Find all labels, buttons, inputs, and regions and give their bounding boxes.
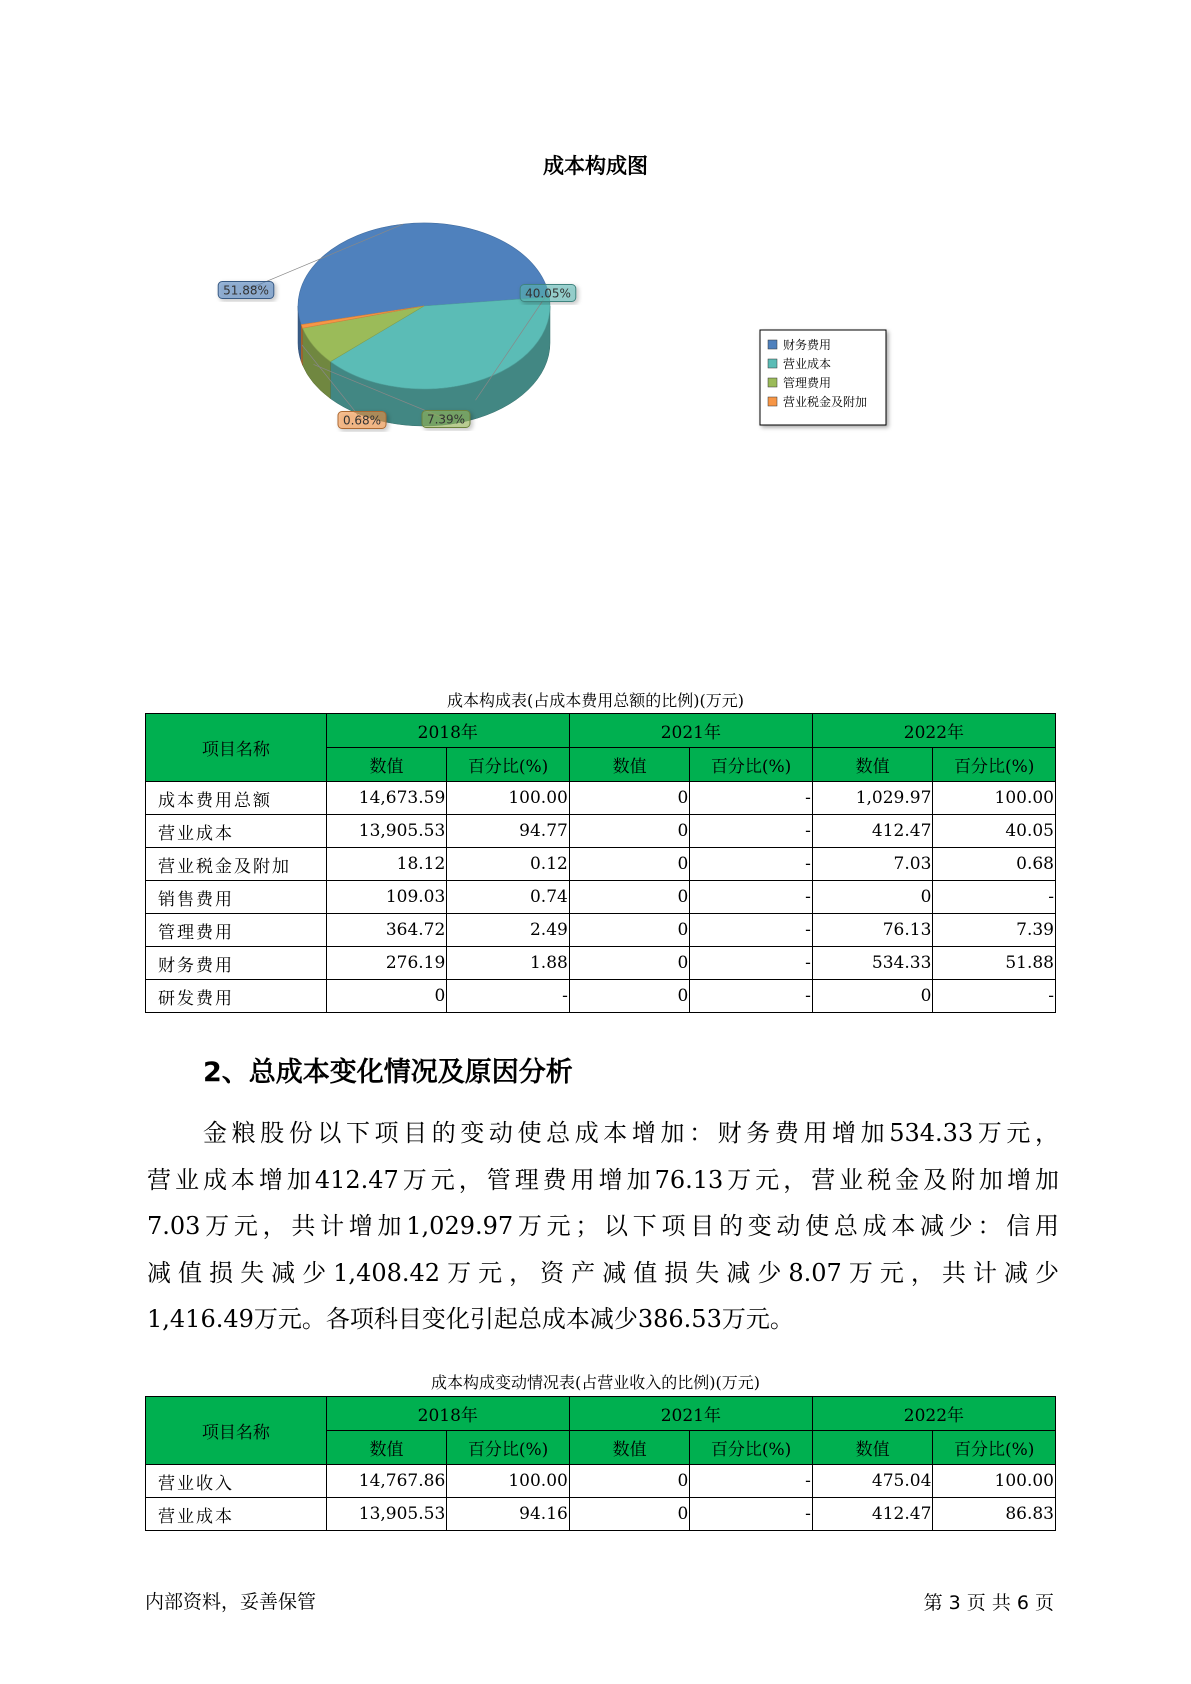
header-sub: 数值 bbox=[812, 748, 933, 782]
header-sub: 百分比(%) bbox=[447, 1431, 570, 1465]
chart-legend bbox=[760, 330, 886, 425]
table-cell: 94.77 bbox=[447, 815, 570, 848]
table-cell: 100.00 bbox=[447, 1465, 570, 1498]
data-label: 40.05% bbox=[525, 286, 571, 301]
paragraph-line: 金粮股份以下项目的变动使总成本增加：财务费用增加534.33万元， bbox=[203, 1119, 1059, 1147]
header-item-name: 项目名称 bbox=[146, 1397, 327, 1465]
header-item-name: 项目名称 bbox=[146, 714, 327, 782]
row-label: 研发费用 bbox=[146, 980, 327, 1013]
table-cell: 0.74 bbox=[447, 881, 570, 914]
table-cell: 0.68 bbox=[933, 848, 1056, 881]
data-label: 51.88% bbox=[223, 283, 269, 298]
paragraph-line: 1,416.49万元。各项科目变化引起总成本减少386.53万元。 bbox=[147, 1305, 794, 1333]
legend-label: 管理费用 bbox=[783, 376, 832, 390]
header-sub: 百分比(%) bbox=[933, 1431, 1056, 1465]
table-cell: - bbox=[690, 1498, 813, 1531]
paragraph-line: 减值损失减少1,408.42万元，资产减值损失减少8.07万元，共计减少 bbox=[147, 1258, 1059, 1287]
table-cell: 0 bbox=[812, 980, 933, 1013]
table-cell: - bbox=[690, 1465, 813, 1498]
table-cell: - bbox=[690, 914, 813, 947]
table-cell: 0 bbox=[569, 947, 690, 980]
table-cell: - bbox=[447, 980, 570, 1013]
table-cell: 7.03 bbox=[812, 848, 933, 881]
paragraph-line: 营业成本增加412.47万元，管理费用增加76.13万元，营业税金及附加增加 bbox=[147, 1165, 1059, 1194]
row-label: 销售费用 bbox=[146, 881, 327, 914]
table-cell: 0 bbox=[812, 881, 933, 914]
legend-label: 财务费用 bbox=[783, 338, 832, 352]
table-cell: 76.13 bbox=[812, 914, 933, 947]
header-year: 2018年 bbox=[326, 1397, 569, 1431]
row-label: 财务费用 bbox=[146, 947, 327, 980]
header-sub: 数值 bbox=[569, 1431, 690, 1465]
table-row bbox=[146, 947, 1056, 980]
legend-label: 营业成本 bbox=[783, 357, 832, 371]
table-row bbox=[146, 848, 1056, 881]
table-row bbox=[146, 782, 1056, 815]
table-row bbox=[146, 881, 1056, 914]
header-year: 2022年 bbox=[812, 714, 1055, 748]
cost-structure-table bbox=[145, 713, 1056, 1013]
header-year: 2021年 bbox=[569, 1397, 812, 1431]
table-cell: - bbox=[690, 782, 813, 815]
chart-title: 成本构成图 bbox=[543, 154, 648, 178]
table-cell: 13,905.53 bbox=[326, 1498, 447, 1531]
table-cell: 0 bbox=[326, 980, 447, 1013]
table-cell: 475.04 bbox=[812, 1465, 933, 1498]
header-sub: 百分比(%) bbox=[690, 748, 813, 782]
table-cell: 40.05 bbox=[933, 815, 1056, 848]
pie-chart bbox=[0, 200, 1191, 500]
table-cell: 364.72 bbox=[326, 914, 447, 947]
table-cell: 86.83 bbox=[933, 1498, 1056, 1531]
page-number: 第 3 页 共 6 页 bbox=[923, 1592, 1054, 1614]
table-cell: - bbox=[690, 848, 813, 881]
table-cell: 13,905.53 bbox=[326, 815, 447, 848]
analysis-paragraph bbox=[147, 1110, 1059, 1343]
table-cell: 412.47 bbox=[812, 1498, 933, 1531]
table-cell: 0 bbox=[569, 782, 690, 815]
table-cell: 0 bbox=[569, 881, 690, 914]
table-cell: 14,673.59 bbox=[326, 782, 447, 815]
table-cell: 534.33 bbox=[812, 947, 933, 980]
cost-change-table bbox=[145, 1396, 1056, 1531]
table-cell: 109.03 bbox=[326, 881, 447, 914]
table-cell: 276.19 bbox=[326, 947, 447, 980]
table-cell: - bbox=[690, 881, 813, 914]
table-cell: 0 bbox=[569, 1465, 690, 1498]
header-year: 2021年 bbox=[569, 714, 812, 748]
row-label: 营业税金及附加 bbox=[146, 848, 327, 881]
legend-label: 营业税金及附加 bbox=[783, 395, 868, 409]
table-cell: 1,029.97 bbox=[812, 782, 933, 815]
table-cell: 14,767.86 bbox=[326, 1465, 447, 1498]
table-cell: 0 bbox=[569, 980, 690, 1013]
table-cell: 0 bbox=[569, 848, 690, 881]
footer-confidential: 内部资料，妥善保管 bbox=[145, 1591, 317, 1613]
table-cell: 0 bbox=[569, 815, 690, 848]
table1-caption: 成本构成表(占成本费用总额的比例)(万元) bbox=[447, 691, 744, 710]
table-cell: - bbox=[933, 980, 1056, 1013]
table-cell: 0.12 bbox=[447, 848, 570, 881]
table-row bbox=[146, 1465, 1056, 1498]
header-year: 2018年 bbox=[326, 714, 569, 748]
header-year: 2022年 bbox=[812, 1397, 1055, 1431]
table-cell: 100.00 bbox=[933, 782, 1056, 815]
table-row bbox=[146, 914, 1056, 947]
table-cell: 18.12 bbox=[326, 848, 447, 881]
table-cell: 0 bbox=[569, 1498, 690, 1531]
table-cell: 0 bbox=[569, 914, 690, 947]
data-label: 7.39% bbox=[426, 412, 466, 427]
header-sub: 数值 bbox=[569, 748, 690, 782]
header-sub: 百分比(%) bbox=[933, 748, 1056, 782]
legend-swatch bbox=[768, 397, 777, 406]
row-label: 成本费用总额 bbox=[146, 782, 327, 815]
header-sub: 数值 bbox=[326, 1431, 447, 1465]
header-sub: 百分比(%) bbox=[447, 748, 570, 782]
table-cell: - bbox=[933, 881, 1056, 914]
legend-swatch bbox=[768, 359, 777, 368]
header-sub: 数值 bbox=[326, 748, 447, 782]
table-cell: 7.39 bbox=[933, 914, 1056, 947]
paragraph-line: 7.03万元，共计增加1,029.97万元；以下项目的变动使总成本减少：信用 bbox=[147, 1212, 1059, 1240]
row-label: 营业收入 bbox=[146, 1465, 327, 1498]
legend-swatch bbox=[768, 340, 777, 349]
table-cell: - bbox=[690, 815, 813, 848]
table2-caption: 成本构成变动情况表(占营业收入的比例)(万元) bbox=[431, 1373, 760, 1392]
table-cell: - bbox=[690, 947, 813, 980]
row-label: 管理费用 bbox=[146, 914, 327, 947]
header-sub: 数值 bbox=[812, 1431, 933, 1465]
table-cell: 100.00 bbox=[447, 782, 570, 815]
table-cell: 412.47 bbox=[812, 815, 933, 848]
table-cell: 2.49 bbox=[447, 914, 570, 947]
table-cell: 100.00 bbox=[933, 1465, 1056, 1498]
legend-swatch bbox=[768, 378, 777, 387]
table-row bbox=[146, 980, 1056, 1013]
row-label: 营业成本 bbox=[146, 815, 327, 848]
section-heading: 2、总成本变化情况及原因分析 bbox=[203, 1057, 573, 1088]
table-cell: - bbox=[690, 980, 813, 1013]
table-cell: 1.88 bbox=[447, 947, 570, 980]
header-sub: 百分比(%) bbox=[690, 1431, 813, 1465]
table-row bbox=[146, 1498, 1056, 1531]
table-cell: 94.16 bbox=[447, 1498, 570, 1531]
table-cell: 51.88 bbox=[933, 947, 1056, 980]
row-label: 营业成本 bbox=[146, 1498, 327, 1531]
table-row bbox=[146, 815, 1056, 848]
data-label: 0.68% bbox=[342, 413, 382, 428]
